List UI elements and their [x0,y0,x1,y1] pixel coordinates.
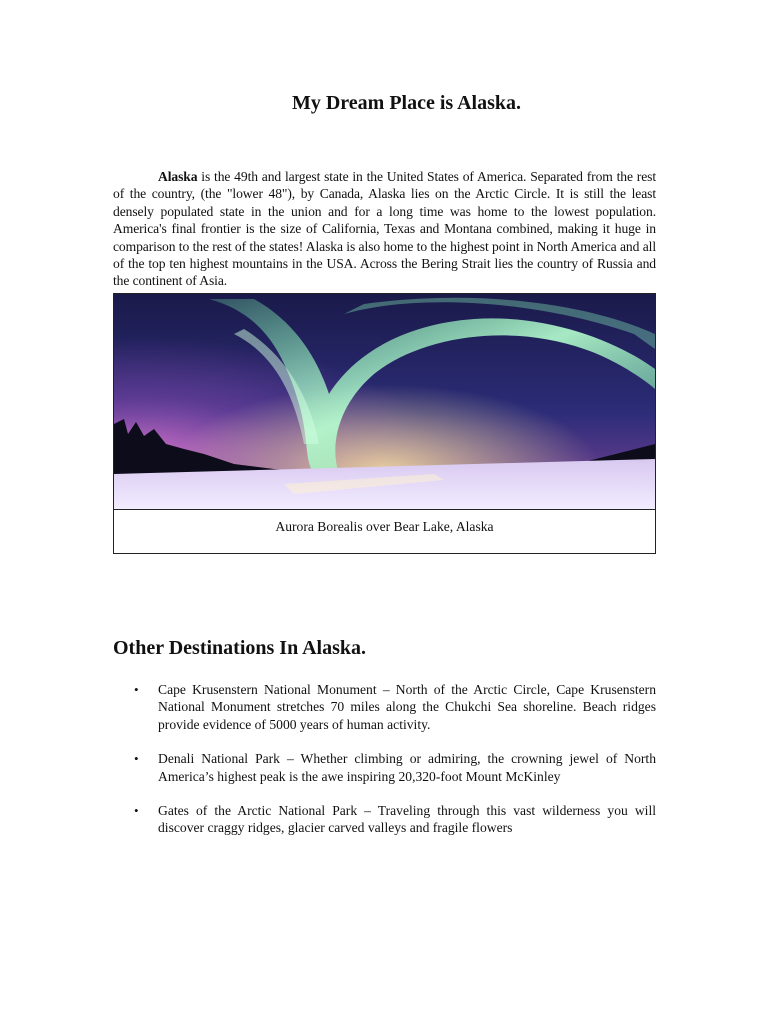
intro-paragraph [113,168,656,290]
bullet-icon: • [134,751,139,767]
list-item [113,681,656,733]
figure-caption: Aurora Borealis over Bear Lake, Alaska [275,519,494,534]
section-heading: Other Destinations In Alaska. [113,637,367,659]
page-title: My Dream Place is Alaska. [291,92,522,114]
list-item-text: Denali National Park – Whether climbing or admiring, the crowning jewel of North America’s highest peak is the awe inspiring 20,320-foot Mount McKinley [158,751,656,784]
bullet-icon: • [134,803,139,819]
bullet-icon: • [134,682,139,697]
aurora-figure [113,293,656,554]
list-item-text: Cape Krusenstern National Monument – North of the Arctic Circle, Cape Krusenstern National Monument stretches 70 miles along the Chukchi Sea shoreline. Beach ridges provide evidence of 5000 years of human activity. [158,682,656,732]
intro-body: is the 49th and largest state in the United States of America. Separated from the rest of the country, (the "lower 48"), by Canada, Alaska lies on the Arctic Circle. It is still the least densely populated state in the union and for a long time was home to the lowest population. America's final frontier is the size of California, Texas and Montana combined, making it huge in comparison to the rest of the states! Alaska is also home to the highest point in North America and all of the top ten highest mountains in the USA. Across the Bering Strait lies the country of Russia and the continent of Asia. [113,169,656,289]
intro-lead: Alaska [158,169,198,184]
list-item-text: Gates of the Arctic National Park – Traveling through this vast wilderness you will discover craggy ridges, glacier carved valleys and fragile flowers [158,803,656,836]
list-item [113,750,656,785]
aurora-photo [114,294,655,510]
destinations-list [113,681,656,854]
list-item [113,802,656,837]
